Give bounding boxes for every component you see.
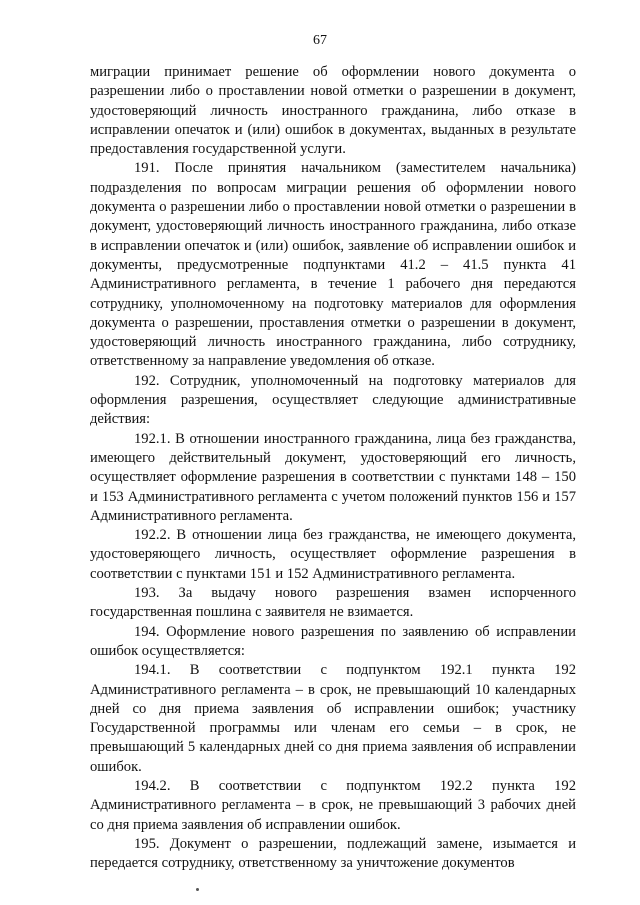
paragraph-continuation: миграции принимает решение об оформлении нового документа о разрешении либо о проставлении новой отметки о разрешении в документ, удостоверяющий личность иностранного гражданина, либо отказе в исправлении опечаток и (или) ошибок в документах, выданных в результате предоставления государственной услуги.	[90, 64, 576, 158]
paragraph-193: 193. За выдачу нового разрешения взамен испорченного государственная пошлина с заявителя не взимается.	[90, 585, 576, 621]
paragraph-195: 195. Документ о разрешении, подлежащий замене, изымается и передается сотруднику, ответственному за уничтожение документов	[90, 835, 576, 872]
paragraph-194-1: 194.1. В соответствии с подпунктом 192.1 пункта 192 Административного регламента – в срок, не превышающий 10 календарных дней со дня приема заявления об исправлении ошибок; участнику Государственной программы или членам его семьи – в срок, не превышающий 5 календарных дней со дня приема заявления об исправлении ошибок.	[90, 662, 576, 775]
document-body	[90, 63, 576, 873]
paragraph-194-2: 194.2. В соответствии с подпунктом 192.2 пункта 192 Административного регламента – в срок, не превышающий 3 рабочих дней со дня приема заявления об исправлении ошибок.	[90, 777, 576, 833]
paragraph-192: 192. Сотрудник, уполномоченный на подготовку материалов для оформления разрешения, осуществляет следующие административные действия:	[90, 372, 576, 428]
scan-speck	[196, 888, 199, 891]
page-number: 67	[313, 33, 327, 48]
paragraph-191: 191. После принятия начальником (заместителем начальника) подразделения по вопросам миграции решения об оформлении нового документа о разрешении либо о проставлении новой отметки о разрешении в документ, удостоверяющий личность иностранного гражданина, либо отказе в исправлении опечаток и (или) ошибок, заявление об исправлении ошибок и документы, предусмотренные подпунктами 41.2 – 41.5 пункта 41 Административного регламента, в течение 1 рабочего дня передаются сотруднику, уполномоченному на подготовку материалов для оформления документа о разрешении, проставления отметки о разрешении в документ, удостоверяющий личность иностранного гражданина, либо сотруднику, ответственному за направление уведомления об отказе.	[90, 160, 576, 370]
paragraph-192-1: 192.1. В отношении иностранного гражданина, лица без гражданства, имеющего действительный документ, удостоверяющий его личность, осуществляет оформление разрешения в соответствии с пунктами 148 – 150 и 153 Административного регламента с учетом положений пунктов 156 и 157 Административного регламента.	[90, 430, 576, 524]
paragraph-192-2: 192.2. В отношении лица без гражданства, не имеющего документа, удостоверяющего личность, осуществляет оформление разрешения в соответствии с пунктами 151 и 152 Административного регламента.	[90, 527, 576, 582]
paragraph-194: 194. Оформление нового разрешения по заявлению об исправлении ошибок осуществляется:	[90, 623, 576, 659]
